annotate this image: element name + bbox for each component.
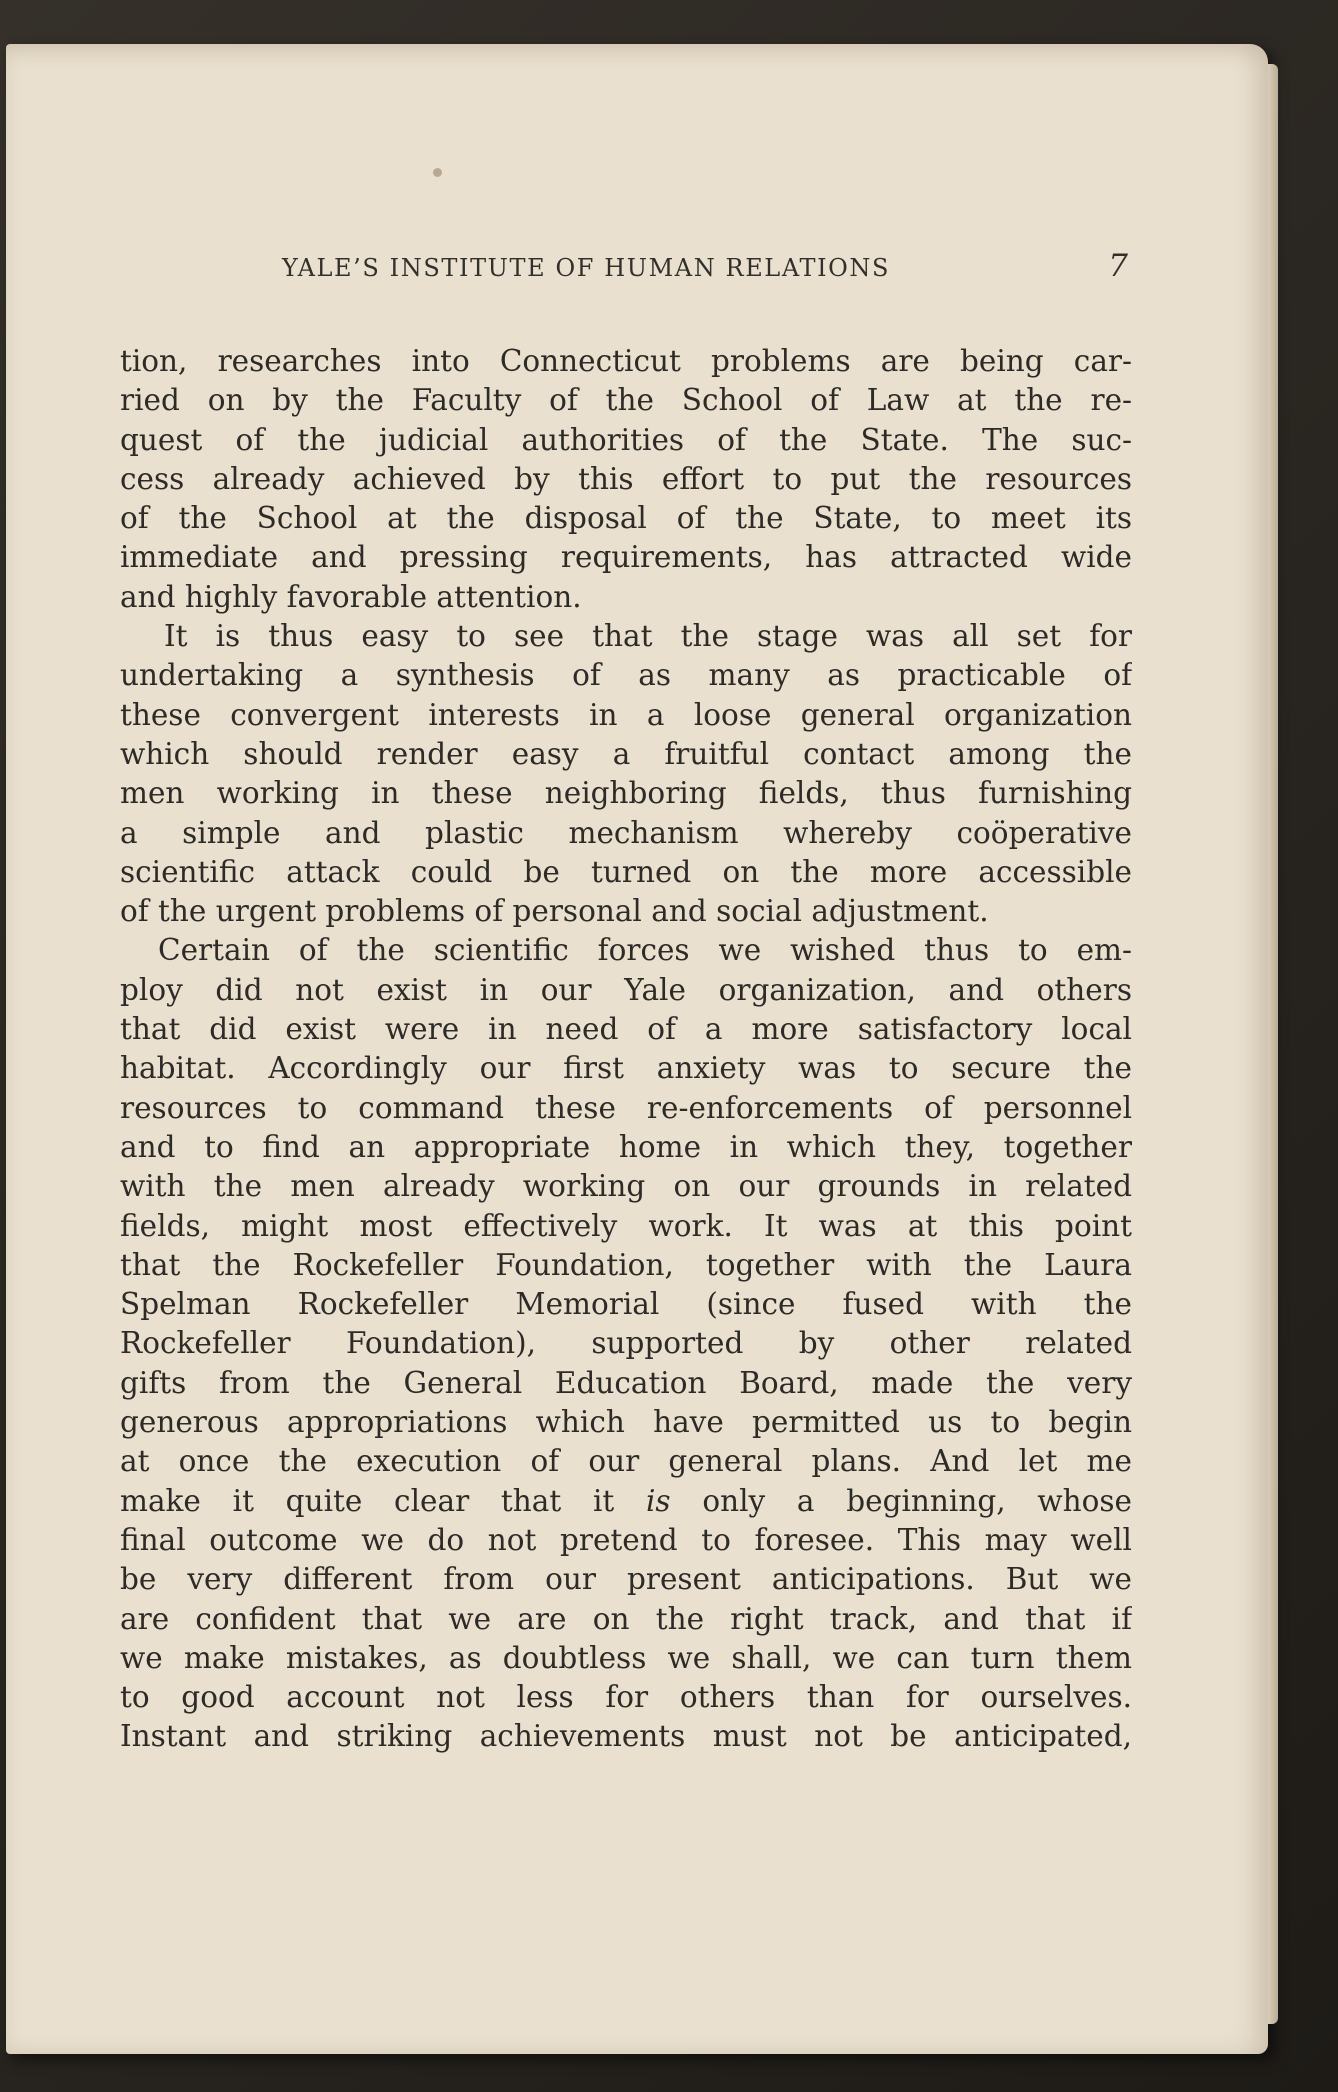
text-line: are confident that we are on the right track, and that if [120, 1601, 1132, 1636]
text-line: gifts from the General Education Board, made the very [120, 1365, 1132, 1400]
emphasis: is [646, 1483, 671, 1518]
paragraph-first-line: It is thus easy to see that the stage was all set for [164, 619, 1132, 654]
text-line: Instant and striking achievements must not be anticipated, [120, 1719, 1132, 1754]
text-line: to good account not less for others than for ourselves. [120, 1680, 1132, 1715]
text-line: undertaking a synthesis of as many as practicable of [120, 658, 1132, 693]
text-line: scientific attack could be turned on the more accessible [120, 854, 1132, 889]
text-line: make it quite clear that it is only a beginning, whose [120, 1483, 1132, 1518]
text-line: habitat. Accordingly our first anxiety was to secure the [120, 1051, 1132, 1086]
text-line: immediate and pressing requirements, has attracted wide [120, 540, 1132, 575]
text-line: a simple and plastic mechanism whereby coöperative [120, 815, 1132, 850]
text-line: of the School at the disposal of the State, to meet its [120, 501, 1132, 536]
text-line: be very different from our present anticipations. But we [120, 1562, 1132, 1597]
text-line: ried on by the Faculty of the School of Law at the re- [120, 383, 1132, 418]
text-line: tion, researches into Connecticut problems are being car- [120, 344, 1132, 378]
text-line: fields, might most effectively work. It was at this point [120, 1208, 1132, 1243]
text-line: resources to command these re-enforcements of personnel [120, 1090, 1132, 1125]
text-line: at once the execution of our general plans. And let me [120, 1444, 1132, 1479]
running-head [118, 248, 1128, 288]
text-line: that the Rockefeller Foundation, together with the Laura [120, 1247, 1132, 1282]
page-number: 7 [1108, 248, 1128, 284]
text-line: that did exist were in need of a more satisfactory local [120, 1012, 1132, 1047]
body-text [120, 342, 1132, 1757]
text-line: which should render easy a fruitful contact among the [120, 736, 1132, 771]
page-edge [1268, 64, 1278, 2024]
text-line: these convergent interests in a loose general organization [120, 697, 1132, 732]
text-line: with the men already working on our grounds in related [120, 1169, 1132, 1204]
text-line: final outcome we do not pretend to foresee. This may well [120, 1522, 1132, 1557]
paragraph-first-line: Certain of the scientific forces we wished thus to em- [158, 933, 1132, 968]
text-line: Spelman Rockefeller Memorial (since fused with the [120, 1287, 1132, 1322]
text-line: quest of the judicial authorities of the State. The suc- [120, 422, 1132, 457]
running-head-title: YALE’S INSTITUTE OF HUMAN RELATIONS [282, 254, 891, 282]
book-page [6, 44, 1268, 2054]
text-line: cess already achieved by this effort to put the resources [120, 461, 1132, 496]
text-line: men working in these neighboring fields, thus furnishing [120, 776, 1132, 811]
paper-speck [433, 168, 442, 177]
text-line: of the urgent problems of personal and social adjustment. [120, 894, 989, 929]
text-line: Rockefeller Foundation), supported by other related [120, 1326, 1132, 1361]
text-line: we make mistakes, as doubtless we shall, we can turn them [120, 1640, 1132, 1675]
text-line: and to find an appropriate home in which they, together [120, 1129, 1132, 1164]
text-line: generous appropriations which have permitted us to begin [120, 1405, 1132, 1440]
text-line: and highly favorable attention. [120, 579, 582, 614]
text-line: ploy did not exist in our Yale organization, and others [120, 972, 1132, 1007]
